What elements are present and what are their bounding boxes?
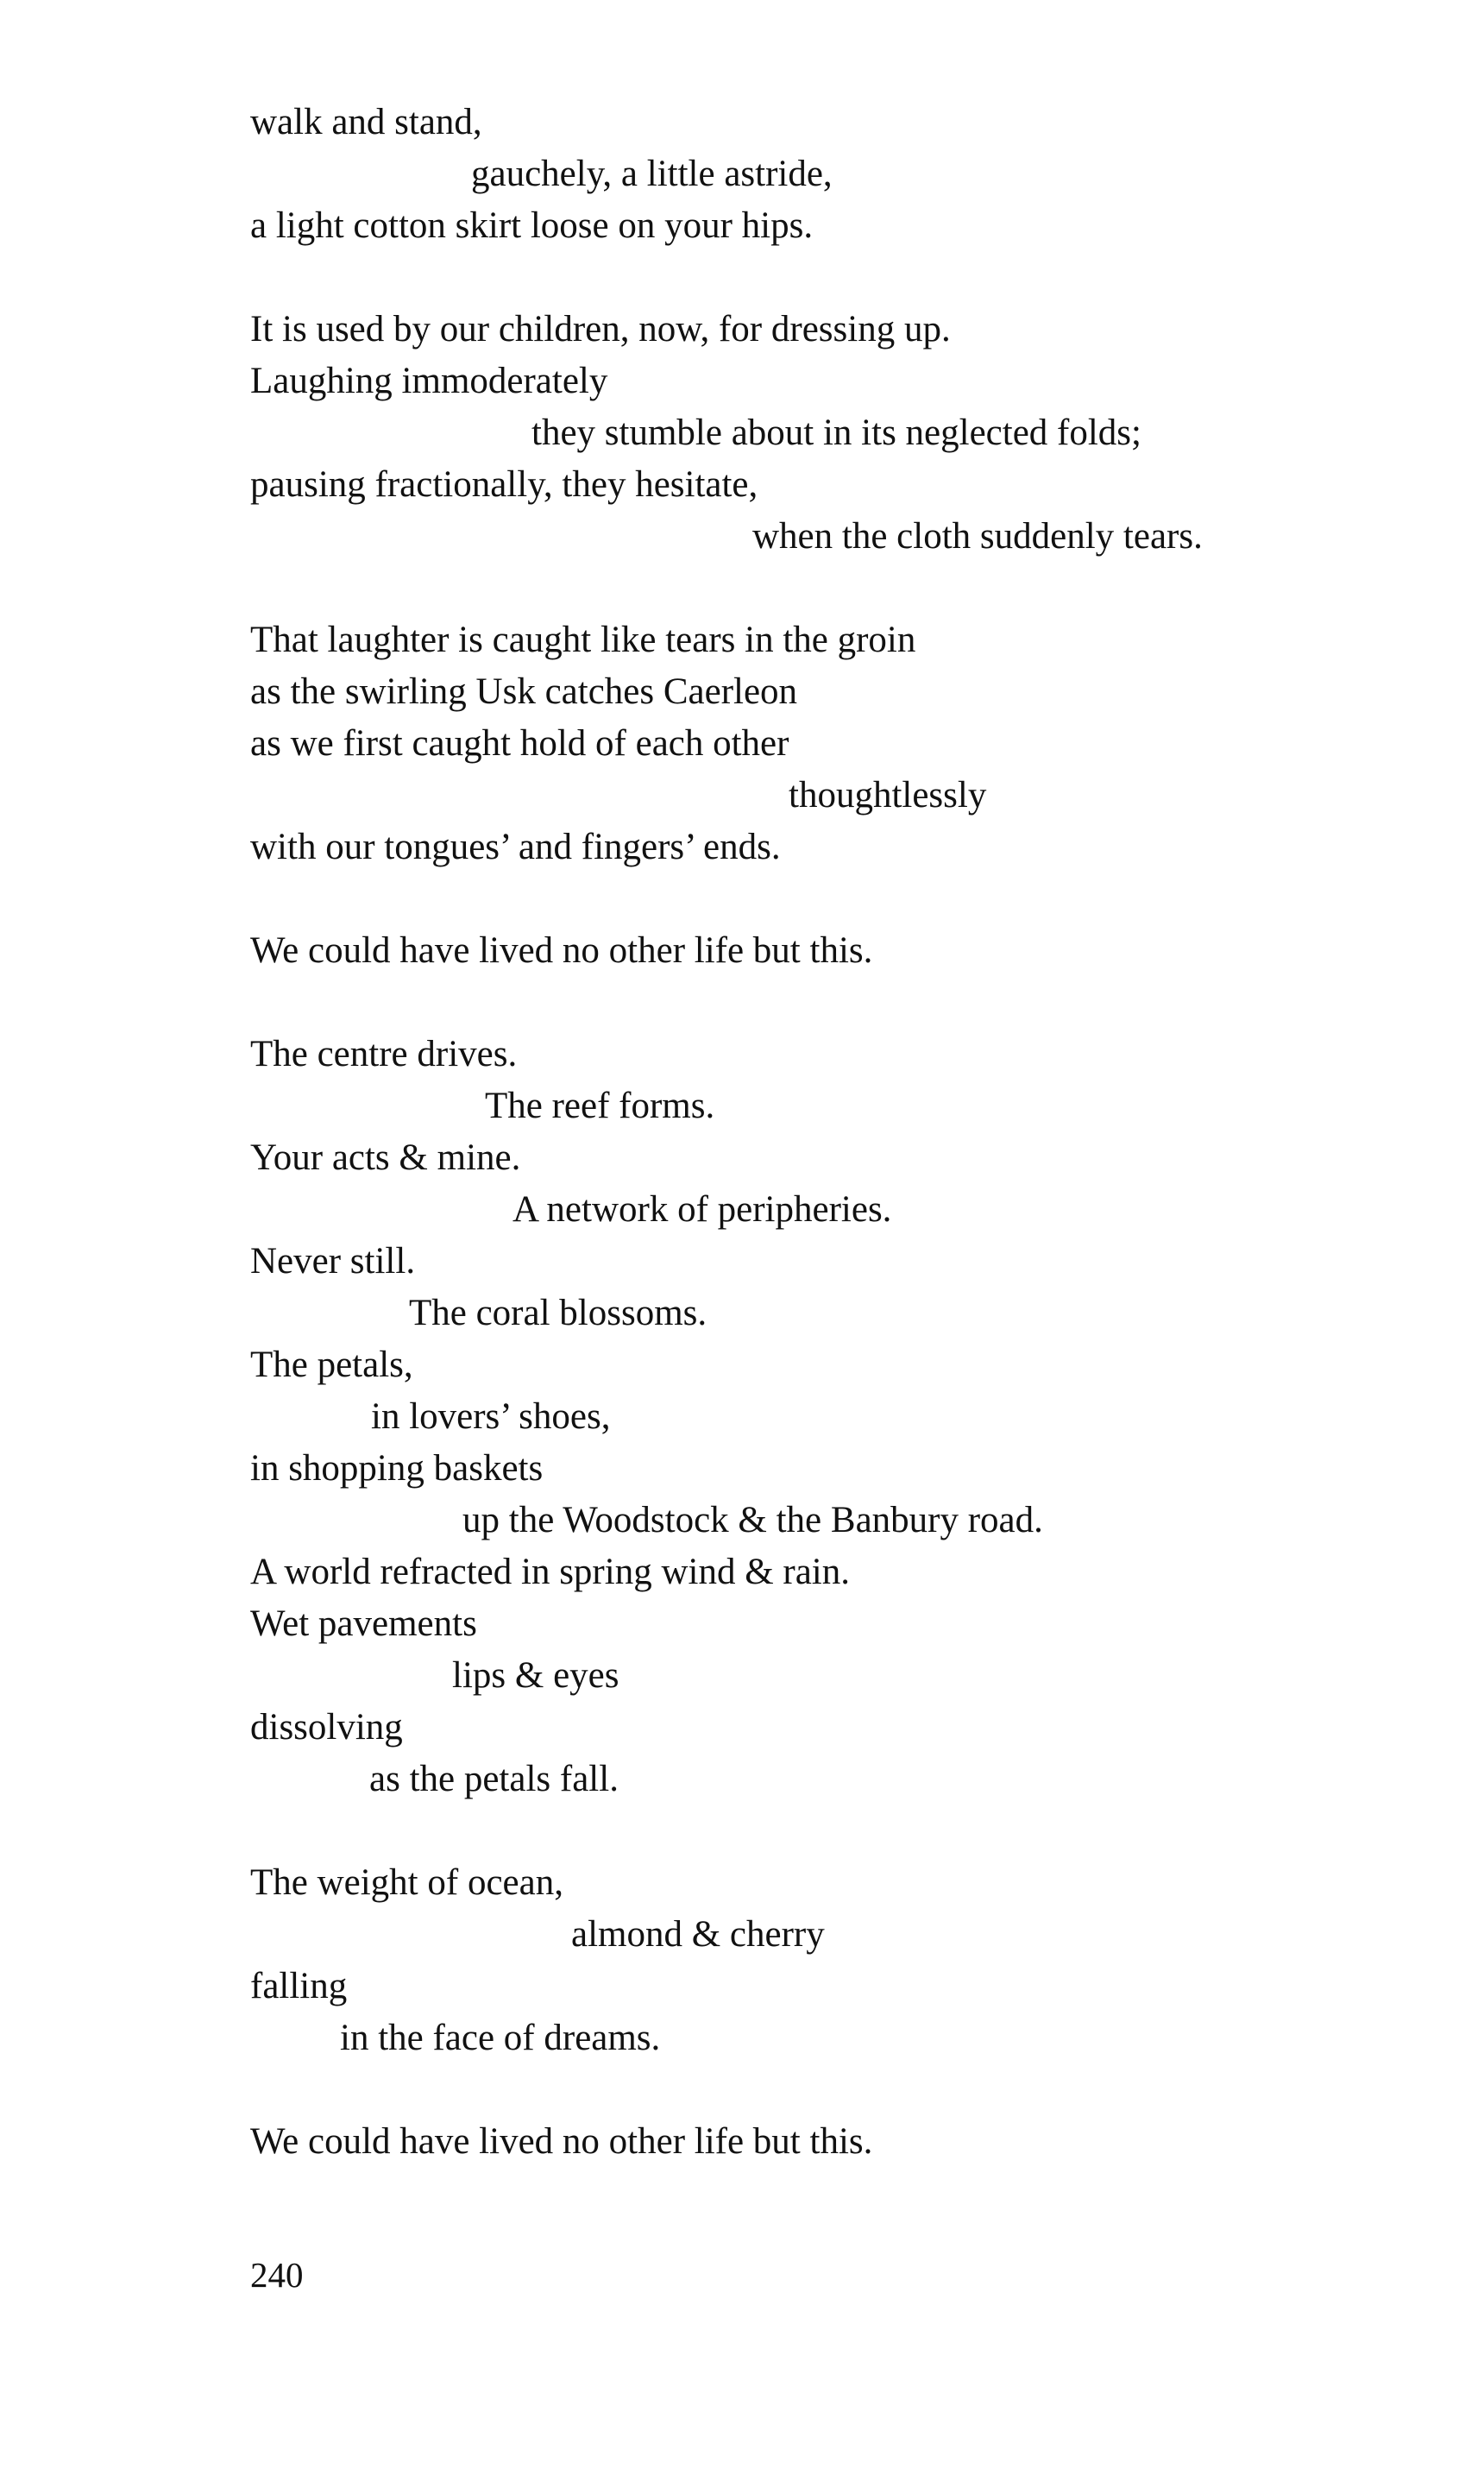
poem-line: in shopping baskets <box>250 1448 544 1489</box>
poem-line: We could have lived no other life but this. <box>250 930 873 971</box>
page-number: 240 <box>250 2255 304 2295</box>
poem-line: falling <box>250 1966 348 2006</box>
poem-line: as the swirling Usk catches Caerleon <box>250 671 798 712</box>
poem-body <box>250 97 1372 2168</box>
poem-line: Laughing immoderately <box>250 361 608 401</box>
poem-line: pausing fractionally, they hesitate, <box>250 464 758 505</box>
stanza-break <box>250 873 1372 925</box>
poem-line: they stumble about in its neglected folds; <box>531 413 1141 453</box>
stanza-break <box>250 252 1372 304</box>
poem-line: gauchely, a little astride, <box>471 154 833 194</box>
poem-line: It is used by our children, now, for dressing up. <box>250 309 951 350</box>
poem-line: The centre drives. <box>250 1034 518 1074</box>
poem-line: when the cloth suddenly tears. <box>752 516 1203 557</box>
poem-line: a light cotton skirt loose on your hips. <box>250 205 814 246</box>
stanza-break <box>250 1805 1372 1857</box>
poem-line: Your acts & mine. <box>250 1137 521 1178</box>
poem-line: as we first caught hold of each other <box>250 723 789 764</box>
poem-line: That laughter is caught like tears in the groin <box>250 620 916 660</box>
stanza-break <box>250 2064 1372 2116</box>
poem-line: dissolving <box>250 1707 403 1748</box>
poem-line: as the petals fall. <box>369 1759 619 1799</box>
poem-line: We could have lived no other life but this. <box>250 2121 873 2162</box>
poem-line: The coral blossoms. <box>409 1293 707 1333</box>
poem-line: with our tongues’ and fingers’ ends. <box>250 827 781 867</box>
poem-line: A network of peripheries. <box>512 1189 892 1230</box>
poem-line: The reef forms. <box>485 1086 715 1126</box>
poem-line: The weight of ocean, <box>250 1862 563 1903</box>
poem-line: walk and stand, <box>250 102 482 142</box>
poem-line: lips & eyes <box>452 1655 619 1696</box>
stanza-break <box>250 563 1372 614</box>
poem-line: almond & cherry <box>571 1914 825 1955</box>
poem-line: Wet pavements <box>250 1603 477 1644</box>
poem-line: in lovers’ shoes, <box>371 1396 611 1437</box>
poem-line: A world refracted in spring wind & rain. <box>250 1552 850 1592</box>
poem-line: up the Woodstock & the Banbury road. <box>462 1500 1043 1540</box>
poem-line: Never still. <box>250 1241 416 1282</box>
poem-line: The petals, <box>250 1345 413 1385</box>
stanza-break <box>250 977 1372 1029</box>
poem-line: thoughtlessly <box>789 775 987 816</box>
poem-line: in the face of dreams. <box>340 2018 661 2058</box>
